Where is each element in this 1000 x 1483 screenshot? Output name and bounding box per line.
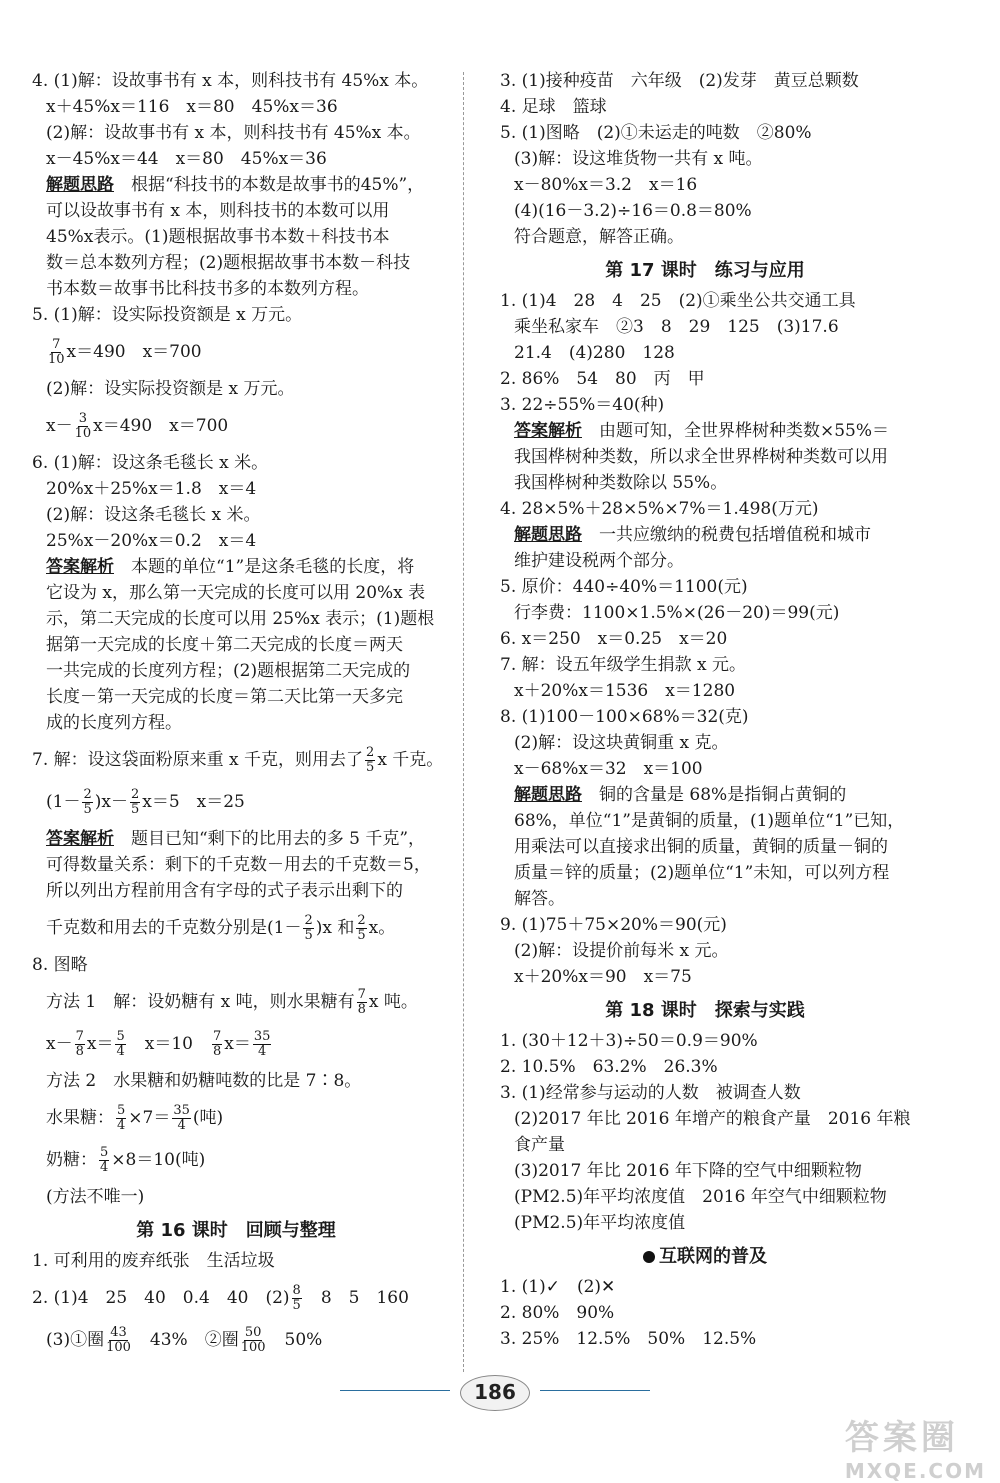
q4-line-1: 4. (1)解：设故事书有 x 本，则科技书有 45%x 本。: [32, 71, 429, 91]
s17-q8-line-2: (2)解：设这块黄铜重 x 克。: [514, 733, 729, 753]
section-heading-internet: [500, 1242, 910, 1268]
s17-q2: 2. 86% 54 80 丙 甲: [500, 369, 705, 389]
s17-q6: 6. x＝250 x＝0.25 x＝20: [500, 629, 728, 649]
q6-explanation-5: 一共完成的长度列方程；(2)题根据第二天完成的: [46, 661, 411, 681]
equation-text: x－: [46, 1034, 73, 1054]
equation-text: 2. (1)4 25 40 0.4 40 (2): [32, 1288, 290, 1308]
numerator: 43: [110, 1325, 127, 1340]
numerator: 2: [357, 913, 366, 928]
q5-line-1: 5. (1)解：设实际投资额是 x 万元。: [32, 305, 303, 325]
q6-explanation-7: 成的长度列方程。: [46, 713, 182, 733]
q8-equation: [32, 1026, 440, 1062]
equation-text: x＝490 x＝700: [93, 416, 229, 436]
equation-text: )x 和: [315, 918, 355, 938]
q7-exp-text: 题目已知“剩下的比用去的多 5 千克”，: [114, 829, 426, 849]
fraction: [292, 1284, 302, 1313]
equation-text: 方法 1 解：设奶糖有 x 吨，则水果糖有: [46, 992, 355, 1012]
fraction: [356, 914, 366, 943]
s17-q8-explanation-5: 解答。: [514, 889, 565, 909]
s16-q1: 1. 可利用的废弃纸张 生活垃圾: [32, 1251, 275, 1271]
s16-q2: [32, 1280, 440, 1316]
s18-q3-line-6: (PM2.5)年平均浓度值: [514, 1213, 686, 1233]
s18-q3-line-3: 食产量: [514, 1135, 565, 1155]
q6-line-4: 25%x－20%x＝0.2 x＝4: [46, 531, 257, 551]
equation-text: x＝5 x＝25: [142, 792, 245, 812]
s17-q8-explanation-4: 质量＝锌的质量；(2)题单位“1”未知，可以列方程: [514, 863, 890, 883]
bullet-icon: [643, 1251, 655, 1263]
q6-exp-text: 本题的单位“1”是这条毛毯的长度，将: [114, 557, 415, 577]
fraction: [357, 988, 367, 1017]
q8-milk-candy: [32, 1142, 440, 1178]
s17-q9-line-3: x＋20%x＝90 x＝75: [514, 967, 692, 987]
denominator: 5: [130, 802, 140, 817]
s17-tag-1: 答案解析: [514, 421, 582, 441]
s17-q4-explanation-1: [500, 522, 910, 548]
denominator: 4: [116, 1044, 125, 1059]
s18-q3-line-2: (2)2017 年比 2016 年增产的粮食产量 2016 年粮: [514, 1109, 911, 1129]
page-number-badge: [450, 1372, 540, 1412]
net-q1: 1. (1)✓ (2)✕: [500, 1277, 616, 1297]
q6-line-2: 20%x＋25%x＝1.8 x＝4: [46, 479, 257, 499]
denominator: 4: [177, 1118, 186, 1133]
denominator: 100: [240, 1340, 266, 1355]
numerator: 2: [83, 787, 92, 802]
s17-q9-line-2: (2)解：设提价前每米 x 元。: [514, 941, 729, 961]
s17-q8-explanation-3: 用乘法可以直接求出铜的质量，黄铜的质量－铜的: [514, 837, 888, 857]
q7-explanation-2: 可得数量关系：剩下的千克数－用去的千克数＝5，: [46, 855, 431, 875]
s17-q9: 9. (1)75＋75×20%＝90(元): [500, 915, 727, 935]
watermark: [845, 1410, 986, 1483]
right-column: [500, 68, 910, 1352]
q7-explanation-1: [32, 826, 440, 852]
section-heading-text: 互联网的普及: [659, 1246, 767, 1267]
denominator: 8: [75, 1044, 84, 1059]
column-divider: [463, 72, 464, 1372]
s17-q8-explanation-2: 68%，单位“1”是黄铜的质量，(1)题单位“1”已知，: [514, 811, 905, 831]
denominator: 10: [48, 352, 65, 367]
denominator: 5: [304, 928, 313, 943]
s18-q1: 1. (30＋12＋3)÷50＝0.9＝90%: [500, 1031, 758, 1051]
r-q4: 4. 足球 篮球: [500, 97, 607, 117]
s17-q7: 7. 解：设五年级学生捐款 x 元。: [500, 655, 747, 675]
s17-q3-explanation-2: 我国桦树种类数，所以求全世界桦树种类数可以用: [514, 447, 888, 467]
s17-q3-explanation-3: 我国桦树种类数除以 55%。: [514, 473, 728, 493]
q8-method-1: [32, 984, 440, 1020]
s17-q4: 4. 28×5%＋28×5%×7%＝1.498(万元): [500, 499, 819, 519]
fraction: [82, 788, 92, 817]
fraction: [130, 788, 140, 817]
s18-q3: 3. (1)经常参与运动的人数 被调查人数: [500, 1083, 801, 1103]
q7-line-1: [32, 742, 444, 778]
footer-line-right: [540, 1390, 650, 1391]
s17-q5: 5. 原价：440÷40%＝1100(元): [500, 577, 748, 597]
numerator: 7: [212, 1029, 222, 1044]
equation-text: x。: [368, 918, 396, 938]
equation-text: (1－: [46, 792, 81, 812]
numerator: 2: [130, 787, 140, 802]
s17-q3-explanation-1: [500, 418, 910, 444]
equation-text: x＝: [224, 1034, 251, 1054]
s17-q4-explanation-2: 维护建设税两个部分。: [514, 551, 684, 571]
r-q5: 5. (1)图略 (2)①未运走的吨数 ②80%: [500, 123, 812, 143]
s17-q1-line-2: 乘坐私家车 ②3 8 29 125 (3)17.6: [514, 317, 839, 337]
q6-explanation-4: 据第一天完成的长度＋第二天完成的长度＝两天: [46, 635, 403, 655]
q4-explanation-2: 可以设故事书有 x 本，则科技书的本数可以用: [46, 201, 390, 221]
denominator: 8: [212, 1044, 222, 1059]
equation-text: 千克数和用去的千克数分别是(1－: [46, 918, 302, 938]
equation-text: x＝490 x＝700: [66, 342, 202, 362]
s18-q3-line-5: (PM2.5)年平均浓度值 2016 年空气中细颗粒物: [514, 1187, 887, 1207]
s17-q7-line-2: x＋20%x＝1536 x＝1280: [514, 681, 736, 701]
numerator: 5: [116, 1029, 125, 1044]
fraction: [106, 1326, 131, 1355]
q4-tag: 解题思路: [46, 175, 114, 195]
denominator: 4: [257, 1044, 267, 1059]
q4-exp-text: 根据“科技书的本数是故事书的45%”，: [114, 175, 425, 195]
s17-tag-3: 解题思路: [514, 785, 582, 805]
fraction: [303, 914, 313, 943]
r-q5-line-3: x－80%x＝3.2 x＝16: [514, 175, 698, 195]
denominator: 5: [357, 928, 366, 943]
fraction: [241, 1326, 266, 1355]
s17-q5-line-2: 行李费：1100×1.5%×(26－20)＝99(元): [514, 603, 840, 623]
denominator: 100: [106, 1340, 131, 1355]
q4-line-2: x＋45%x＝116 x＝80 45%x＝36: [46, 97, 338, 117]
denominator: 4: [117, 1118, 126, 1133]
denominator: 5: [83, 802, 92, 817]
equation-text: (3)①圈: [46, 1330, 105, 1350]
numerator: 7: [357, 987, 366, 1002]
numerator: 7: [52, 337, 61, 352]
s17-tag-2: 解题思路: [514, 525, 582, 545]
s16-q2-part3: [32, 1322, 440, 1358]
q8-fruit-candy: [32, 1100, 440, 1136]
q6-line-3: (2)解：设这条毛毯长 x 米。: [46, 505, 261, 525]
numerator: 50: [244, 1325, 262, 1340]
fraction: [116, 1104, 126, 1133]
left-column: [32, 68, 444, 1364]
equation-text: x＝10: [127, 1034, 210, 1054]
s17-q8-line-3: x－68%x＝32 x＝100: [514, 759, 703, 779]
numerator: 35: [253, 1029, 271, 1044]
s18-q3-line-4: (3)2017 年比 2016 年下降的空气中细颗粒物: [514, 1161, 862, 1181]
fraction: [75, 1030, 85, 1059]
equation-text: ×7＝: [128, 1108, 171, 1128]
q6-explanation-2: 它设为 x，那么第一天完成的长度可以用 20%x 表: [46, 583, 426, 603]
q4-line-4: x－45%x＝44 x＝80 45%x＝36: [46, 149, 327, 169]
footer-line-left: [340, 1390, 450, 1391]
q8-line-1: 8. 图略: [32, 955, 88, 975]
equation-text: 水果糖：: [46, 1108, 114, 1128]
q6-explanation-1: [32, 554, 440, 580]
r-q5-line-2: (3)解：设这堆货物一共有 x 吨。: [514, 149, 763, 169]
r-q5-line-5: 符合题意，解答正确。: [514, 227, 684, 247]
numerator: 7: [75, 1029, 84, 1044]
equation-text: ×8＝10(吨): [111, 1150, 206, 1170]
watermark-line-2: MXQE.COM: [844, 1459, 986, 1483]
fraction: [365, 746, 375, 775]
section-heading-16: 第 16 课时 回顾与整理: [136, 1220, 336, 1241]
equation-text: 7. 解：设这袋面粉原来重 x 千克，则用去了: [32, 750, 364, 770]
q6-line-1: 6. (1)解：设这条毛毯长 x 米。: [32, 453, 269, 473]
equation-text: x 吨。: [368, 992, 418, 1012]
numerator: 2: [366, 745, 375, 760]
s17-q8-explanation-1: [500, 782, 910, 808]
section-heading-18: 第 18 课时 探索与实践: [605, 1000, 805, 1021]
fraction: [253, 1030, 272, 1059]
q4-line-3: (2)解：设故事书有 x 本，则科技书有 45%x 本。: [46, 123, 421, 143]
q5-line-3: (2)解：设实际投资额是 x 万元。: [46, 379, 295, 399]
q7-explanation-4: [32, 910, 440, 946]
equation-text: 8 5 160: [303, 1288, 409, 1308]
s17-exp-text: 铜的含量是 68%是指铜占黄铜的: [582, 785, 847, 805]
q6-explanation-3: 示，第二天完成的长度可以用 25%x 表示；(1)题根: [46, 609, 435, 629]
q8-note: (方法不唯一): [46, 1187, 145, 1207]
q7-explanation-3: 所以列出方程前用含有字母的式子表示出剩下的: [46, 881, 403, 901]
fraction: [99, 1146, 109, 1175]
r-q3: 3. (1)接种疫苗 六年级 (2)发芽 黄豆总颗数: [500, 71, 859, 91]
q8-method-2: 方法 2 水果糖和奶糖吨数的比是 7∶8。: [46, 1071, 362, 1091]
numerator: 5: [117, 1103, 126, 1118]
equation-text: )x－: [94, 792, 128, 812]
denominator: 5: [366, 760, 375, 775]
s17-q1-line-3: 21.4 (4)280 128: [514, 343, 675, 363]
s17-q1: 1. (1)4 28 4 25 (2)①乘坐公共交通工具: [500, 291, 856, 311]
denominator: 5: [292, 1298, 301, 1313]
net-q2: 2. 80% 90%: [500, 1303, 615, 1323]
numerator: 3: [78, 411, 87, 426]
fraction: [212, 1030, 222, 1059]
equation-text: x＝: [86, 1034, 114, 1054]
numerator: 35: [173, 1103, 190, 1118]
denominator: 4: [100, 1160, 109, 1175]
s17-exp-text: 由题可知，全世界桦树种类数×55%＝: [582, 421, 890, 441]
equation-text: x－: [46, 416, 73, 436]
numerator: 5: [100, 1145, 109, 1160]
page-number: 186: [474, 1380, 516, 1404]
q5-line-4: [32, 408, 440, 444]
s18-q2: 2. 10.5% 63.2% 26.3%: [500, 1057, 718, 1077]
equation-text: (吨): [192, 1108, 224, 1128]
numerator: 8: [292, 1283, 301, 1298]
equation-text: 50%: [267, 1330, 323, 1350]
s17-q3: 3. 22÷55%＝40(种): [500, 395, 665, 415]
q4-explanation-4: 数＝总本数列方程；(2)题根据故事书本数－科技: [46, 253, 411, 273]
equation-text: 43% ②圈: [132, 1330, 239, 1350]
numerator: 2: [304, 913, 313, 928]
denominator: 8: [357, 1002, 366, 1017]
s17-q8: 8. (1)100－100×68%＝32(克): [500, 707, 749, 727]
q7-tag: 答案解析: [46, 829, 114, 849]
watermark-line-1: 答案圈: [844, 1418, 959, 1458]
q6-tag: 答案解析: [46, 557, 114, 577]
equation-text: 奶糖：: [46, 1150, 97, 1170]
q6-explanation-6: 长度－第一天完成的长度＝第二天比第一天多完: [46, 687, 403, 707]
s17-exp-text: 一共应缴纳的税费包括增值税和城市: [582, 525, 871, 545]
q4-explanation-5: 书本数＝故事书比科技书多的本数列方程。: [46, 279, 369, 299]
q4-explanation-1: [32, 172, 440, 198]
fraction: [172, 1104, 191, 1133]
equation-text: x 千克。: [377, 750, 444, 770]
q5-line-2: [32, 334, 440, 370]
fraction: [115, 1030, 125, 1059]
net-q3: 3. 25% 12.5% 50% 12.5%: [500, 1329, 757, 1349]
fraction: [75, 412, 92, 441]
q4-explanation-3: 45%x表示。(1)题根据故事书本数＋科技书本: [46, 227, 390, 247]
denominator: 10: [74, 426, 92, 441]
section-heading-17: 第 17 课时 练习与应用: [605, 260, 805, 281]
r-q5-line-4: (4)(16－3.2)÷16＝0.8＝80%: [514, 201, 752, 221]
q7-line-2: [32, 784, 440, 820]
fraction: [48, 338, 65, 367]
